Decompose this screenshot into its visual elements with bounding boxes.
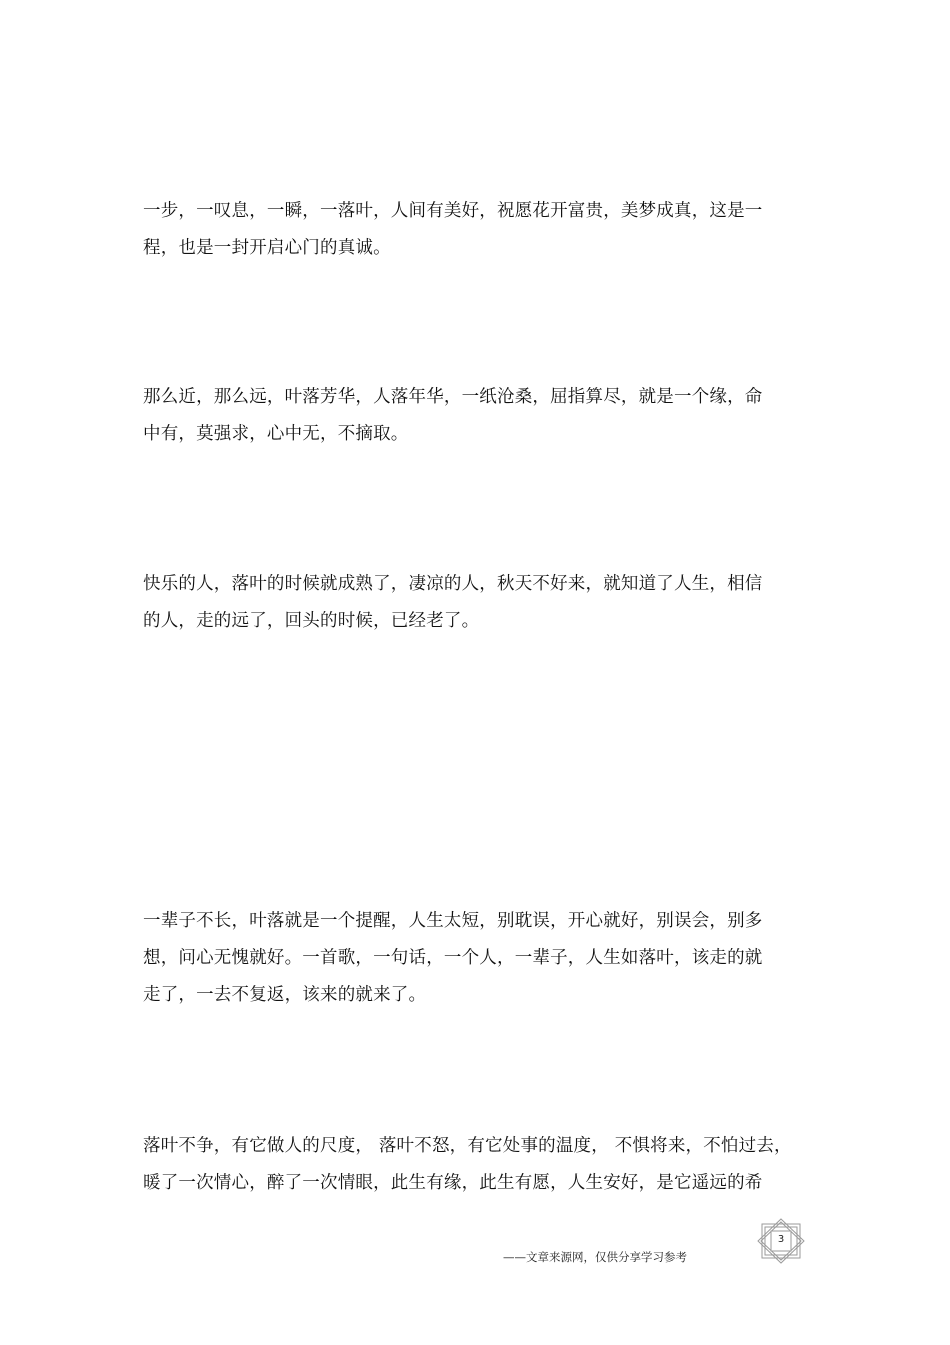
paragraph-line: 想，问心无愧就好。一首歌，一句话，一个人，一辈子，人生如落叶，该走的就 — [143, 948, 763, 968]
paragraph-2 — [143, 379, 813, 453]
page-number: 3 — [777, 1234, 785, 1245]
paragraph-1 — [143, 193, 813, 267]
page-number-badge — [756, 1218, 806, 1264]
paragraph-line: 那么近，那么远，叶落芳华，人落年华，一纸沧桑，屈指算尽，就是一个缘，命 — [143, 387, 763, 407]
paragraph-3 — [143, 566, 813, 640]
paragraph-5 — [143, 1128, 813, 1202]
paragraph-line: 走了，一去不复返，该来的就来了。 — [143, 985, 427, 1005]
paragraph-line: 的人，走的远了，回头的时候，已经老了。 — [143, 611, 480, 631]
paragraph-line: 程，也是一封开启心门的真诚。 — [143, 238, 391, 258]
paragraph-line: 中有，莫强求，心中无，不摘取。 — [143, 424, 409, 444]
paragraph-line: 快乐的人，落叶的时候就成熟了，凄凉的人，秋天不好来，就知道了人生，相信 — [143, 574, 763, 594]
paragraph-line: 一辈子不长，叶落就是一个提醒，人生太短，别耽误，开心就好，别误会，别多 — [143, 911, 763, 931]
paragraph-line: 落叶不争，有它做人的尺度， 落叶不怒，有它处事的温度， 不惧将来，不怕过去， — [143, 1136, 792, 1156]
paragraph-4 — [143, 903, 813, 1014]
paragraph-line: 暖了一次情心，醉了一次情眼，此生有缘，此生有愿，人生安好，是它遥远的希 — [143, 1173, 763, 1193]
footer-source-note: ——文章来源网，仅供分享学习参考 — [503, 1250, 687, 1264]
paragraph-line: 一步，一叹息，一瞬，一落叶，人间有美好，祝愿花开富贵，美梦成真，这是一 — [143, 201, 763, 221]
